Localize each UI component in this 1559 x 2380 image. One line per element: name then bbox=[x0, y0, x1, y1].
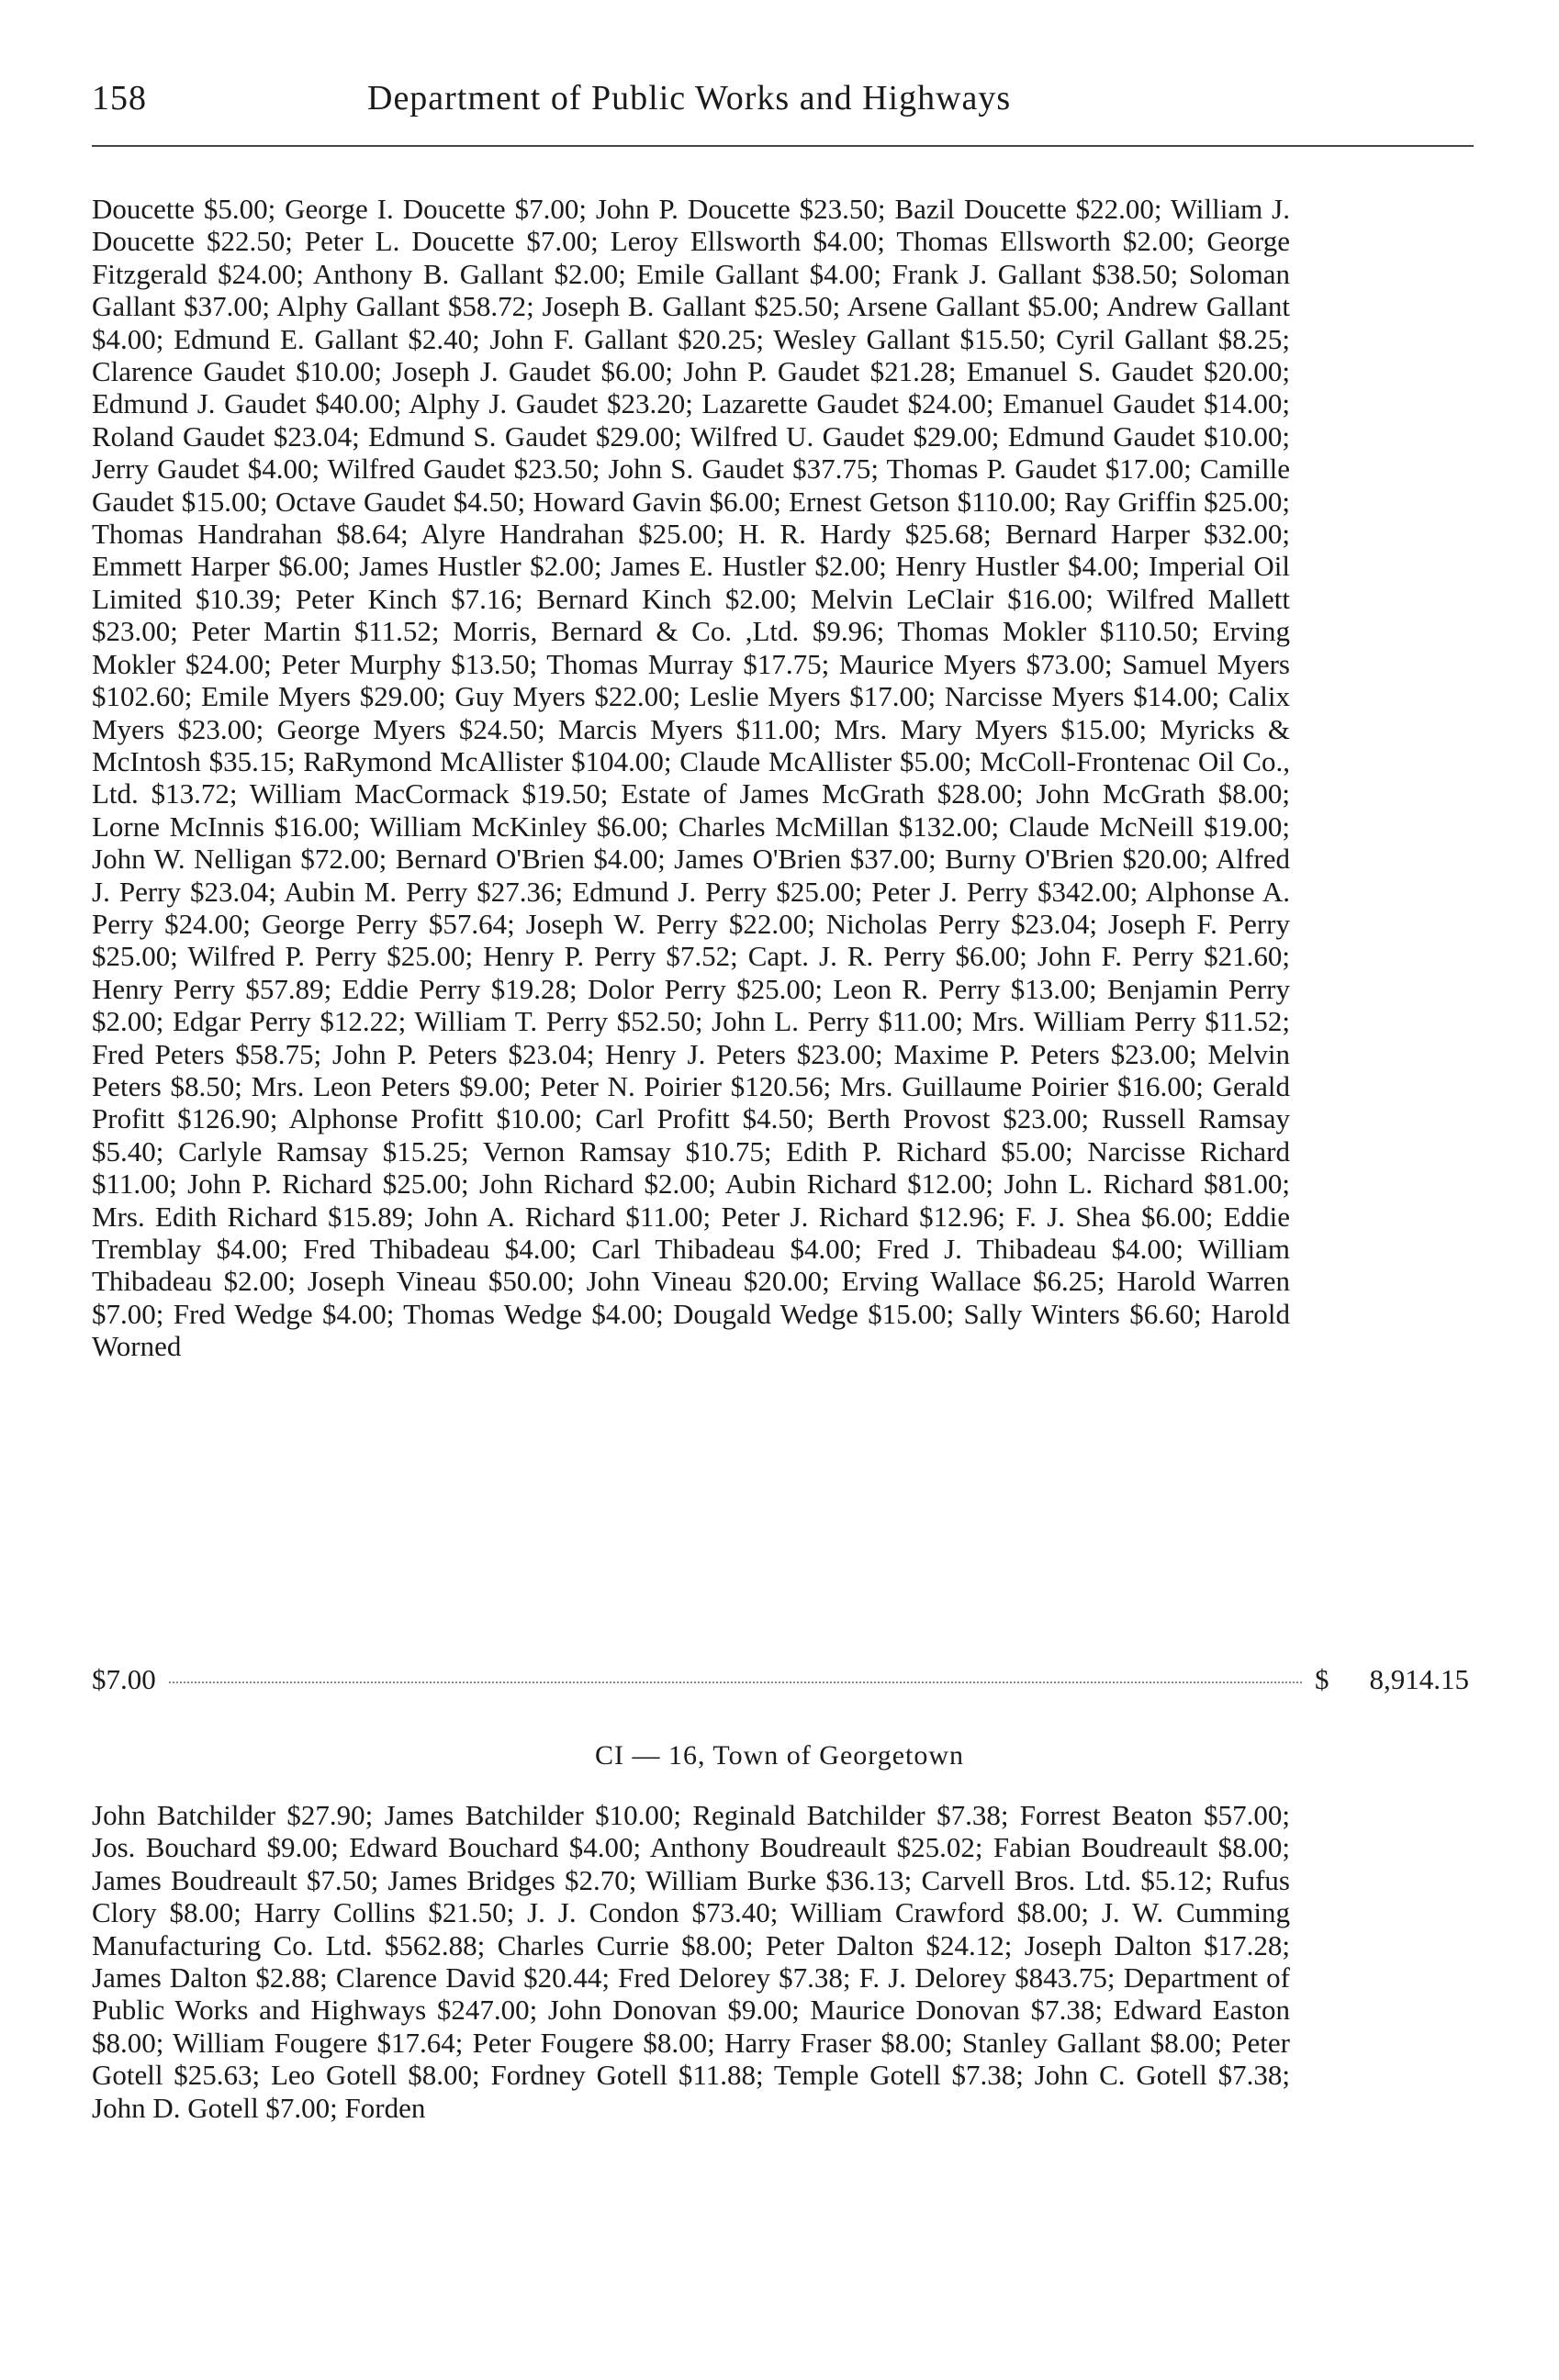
header-rule bbox=[92, 145, 1474, 147]
page-header bbox=[92, 78, 1212, 133]
running-title: Department of Public Works and Highways bbox=[367, 79, 1012, 117]
total-amount: 8,914.15 bbox=[1369, 1663, 1469, 1695]
page-number: 158 bbox=[92, 79, 147, 117]
section-heading: CI — 16, Town of Georgetown bbox=[594, 1740, 965, 1771]
dot-leader bbox=[169, 1682, 1302, 1683]
payee-list-paragraph: Doucette $5.00; George I. Doucette $7.00; John P. Doucette $23.50; Bazil Doucette $22.00; William J. Doucette $22.50; Peter L. Doucette $7.00; Leroy Ellsworth $4.00; Thomas Ellsworth $2.00; George Fitzgerald $24.00; Anthony B. Gallant $2.00; Emile Gallant $4.00; Frank J. Gallant $38.50; Soloman Gallant $37.00; Alphy Gallant $58.72; Joseph B. Gallant $25.50; Arsene Gallant $5.00; Andrew Gallant $4.00; Edmund E. Gallant $2.40; John F. Gallant $20.25; Wesley Gallant $15.50; Cyril Gallant $8.25; Clarence Gaudet $10.00; Joseph J. Gaudet $6.00; John P. Gaudet $21.28; Emanuel S. Gaudet $20.00; Edmund J. Gaudet $40.00; Alphy J. Gaudet $23.20; Lazarette Gaudet $24.00; Emanuel Gaudet $14.00; Roland Gaudet $23.04; Edmund S. Gaudet $29.00; Wilfred U. Gaudet $29.00; Edmund Gaudet $10.00; Jerry Gaudet $4.00; Wilfred Gaudet $23.50; John S. Gaudet $37.75; Thomas P. Gaudet $17.00; Camille Gaudet $15.00; Octave Gaudet $4.50; Howard Gavin $6.00; Ernest Getson $110.00; Ray Griffin $25.00; Thomas Handrahan $8.64; Alyre Handrahan $25.00; H. R. Hardy $25.68; Bernard Harper $32.00; Emmett Harper $6.00; James Hustler $2.00; James E. Hustler $2.00; Henry Hustler $4.00; Imperial Oil Limited $10.39; Peter Kinch $7.16; Bernard Kinch $2.00; Melvin LeClair $16.00; Wilfred Mallett $23.00; Peter Martin $11.52; Morris, Bernard & Co. ,Ltd. $9.96; Thomas Mokler $110.50; Erving Mokler $24.00; Peter Murphy $13.50; Thomas Murray $17.75; Maurice Myers $73.00; Samuel Myers $102.60; Emile Myers $29.00; Guy Myers $22.00; Leslie Myers $17.00; Narcisse Myers $14.00; Calix Myers $23.00; George Myers $24.50; Marcis Myers $11.00; Mrs. Mary Myers $15.00; Myricks & McIntosh $35.15; RaRymond McAllister $104.00; Claude McAllister $5.00; McColl-Frontenac Oil Co., Ltd. $13.72; William MacCormack $19.50; Estate of James McGrath $28.00; John McGrath $8.00; Lorne McInnis $16.00; William McKinley $6.00; Charles McMillan $132.00; Claude McNeill $19.00; John W. Nelligan $72.00; Bernard O'Brien $4.00; James O'Brien $37.00; Burny O'Brien $20.00; Alfred J. Perry $23.04; Aubin M. Perry $27.36; Edmund J. Perry $25.00; Peter J. Perry $342.00; Alphonse A. Perry $24.00; George Perry $57.64; Joseph W. Perry $22.00; Nicholas Perry $23.04; Joseph F. Perry $25.00; Wilfred P. Perry $25.00; Henry P. Perry $7.52; Capt. J. R. Perry $6.00; John F. Perry $21.60; Henry Perry $57.89; Eddie Perry $19.28; Dolor Perry $25.00; Leon R. Perry $13.00; Benjamin Perry $2.00; Edgar Perry $12.22; William T. Perry $52.50; John L. Perry $11.00; Mrs. William Perry $11.52; Fred Peters $58.75; John P. Peters $23.04; Henry J. Peters $23.00; Maxime P. Peters $23.00; Melvin Peters $8.50; Mrs. Leon Peters $9.00; Peter N. Poirier $120.56; Mrs. Guillaume Poirier $16.00; Gerald Profitt $126.90; Alphonse Profitt $10.00; Carl Profitt $4.50; Berth Provost $23.00; Russell Ramsay $5.40; Carlyle Ramsay $15.25; Vernon Ramsay $10.75; Edith P. Richard $5.00; Narcisse Richard $11.00; John P. Richard $25.00; John Richard $2.00; Aubin Richard $12.00; John L. Richard $81.00; Mrs. Edith Richard $15.89; John A. Richard $11.00; Peter J. Richard $12.96; F. J. Shea $6.00; Eddie Tremblay $4.00; Fred Thibadeau $4.00; Carl Thibadeau $4.00; Fred J. Thibadeau $4.00; William Thibadeau $2.00; Joseph Vineau $50.00; John Vineau $20.00; Erving Wallace $6.25; Harold Warren $7.00; Fred Wedge $4.00; Thomas Wedge $4.00; Dougald Wedge $15.00; Sally Winters $6.60; Harold Worned bbox=[92, 193, 1290, 1363]
total-line-text: $7.00 bbox=[92, 1663, 156, 1695]
georgetown-payee-paragraph: John Batchilder $27.90; James Batchilder $10.00; Reginald Batchilder $7.38; Forrest Beaton $57.00; Jos. Bouchard $9.00; Edward Bouchard $4.00; Anthony Boudreault $25.02; Fabian Boudreault $8.00; James Boudreault $7.50; James Bridges $2.70; William Burke $36.13; Carvell Bros. Ltd. $5.12; Rufus Clory $8.00; Harry Collins $21.50; J. J. Condon $73.40; William Crawford $8.00; J. W. Cumming Manufacturing Co. Ltd. $562.88; Charles Currie $8.00; Peter Dalton $24.12; Joseph Dalton $17.28; James Dalton $2.88; Clarence David $20.44; Fred Delorey $7.38; F. J. Delorey $843.75; Department of Public Works and Highways $247.00; John Donovan $9.00; Maurice Donovan $7.38; Edward Easton $8.00; William Fougere $17.64; Peter Fougere $8.00; Harry Fraser $8.00; Stanley Gallant $8.00; Peter Gotell $25.63; Leo Gotell $8.00; Fordney Gotell $11.88; Temple Gotell $7.38; John C. Gotell $7.38; John D. Gotell $7.00; Forden bbox=[92, 1799, 1290, 2124]
section-total bbox=[1315, 1663, 1469, 1696]
total-dollar-sign: $ bbox=[1315, 1663, 1329, 1695]
total-line bbox=[92, 1663, 1469, 1696]
